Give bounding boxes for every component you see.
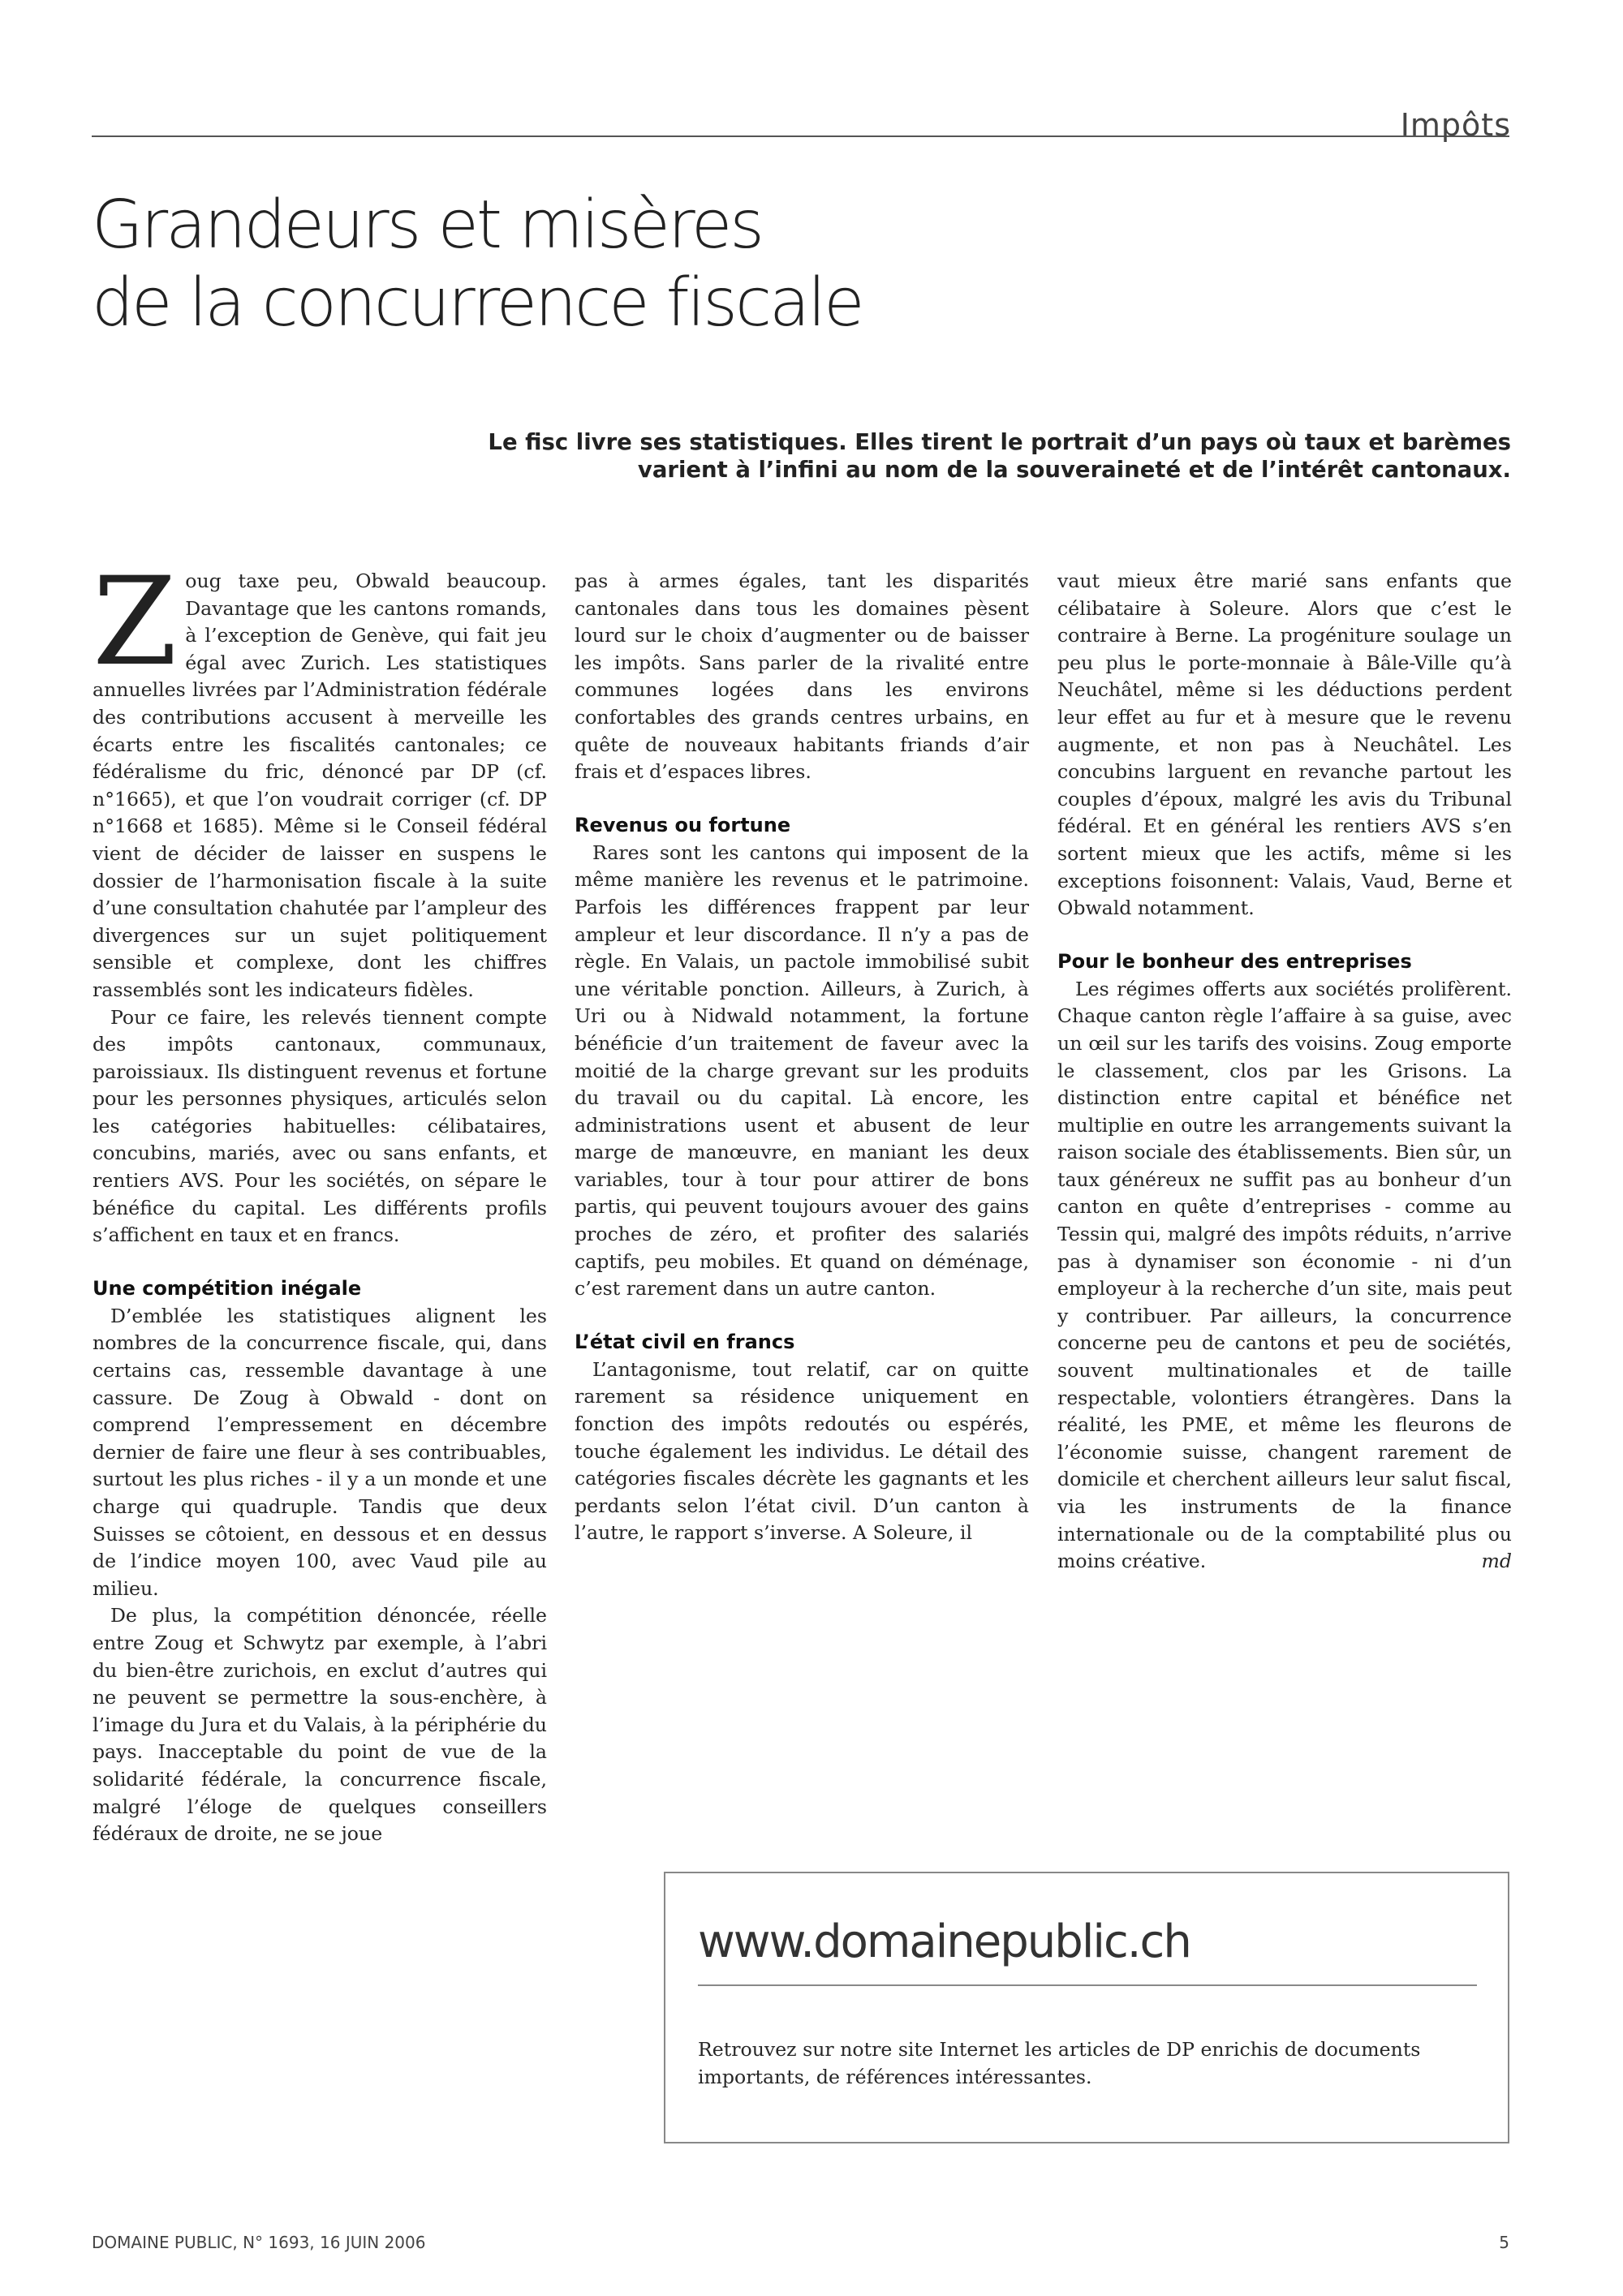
entreprises-paragraph — [1057, 976, 1512, 1576]
title-line-1: Grandeurs et misères — [92, 187, 763, 264]
article-title — [92, 187, 1512, 342]
article-column-1 — [93, 552, 547, 1848]
article-column-3 — [1057, 568, 1512, 1576]
website-promo-text: Retrouvez sur notre site Internet les articles de DP enrichis de documents importants, de références intéressantes. — [698, 2038, 1421, 2088]
lead-line-1: Le fisc livre ses statistiques. Elles tirent le portrait d’un pays où taux et barèmes — [488, 429, 1511, 455]
entreprises-paragraph-text: Les régimes offerts aux sociétés prolifèrent. Chaque canton règle l’affaire à sa guise, avec un œil sur les tarifs des voisins. Zoug emporte le classement, clos par les Grisons. La distinction entre capital et bénéfice net multiplie en outre les arrangements suivant la raison sociale des établissements. Bien sûr, un taux généreux ne suffit pas au bonheur d’un canton en quête d’entreprises - comme au Tessin qui, malgré des impôts réduits, n’arrive pas à dynamiser son économie - ni d’un employeur à la recherche d’un site, mais peut y contribuer. Par ailleurs, la concurrence concerne peu de cantons et peu de sociétés, souvent multinationales et de taille respectable, volontiers étrangères. Dans la réalité, les PME, et même les fleurons de l’économie suisse, changent rarement de domicile et cherchent ailleurs leur salut fiscal, via les instruments de la finance internationale ou de la comptabilité plus ou moins créative. — [1057, 977, 1512, 1573]
competition-paragraph-1: D’emblée les statistiques alignent les nombres de la concurrence fiscale, qui, dans certains cas, ressemble davantage à une cassure. De Zoug à Obwald - dont on comprend l’empressement en décembre dernier de faire une fleur à ses contribuables, surtout les plus riches - il y a un monde et une charge qui quadruple. Tandis que deux Suisses se côtoient, en dessous et en dessus de l’indice moyen 100, avec Vaud pile au milieu. — [93, 1304, 547, 1600]
revenus-paragraph: Rares sont les cantons qui imposent de la même manière les revenus et le patrimoine. Parfois les différences frappent par leur ampleur et leur discordance. Il n’y a pas de règle. En Valais, un pactole immobilisé subit une véritable ponction. Ailleurs, à Zurich, à Uri ou à Nidwald notamment, la fortune bénéficie d’un traitement de faveur avec la moitié de la charge grevant sur les produits du travail ou du capital. Là encore, les administrations usent et abusent de leur marge de manœuvre, en maniant les deux variables, tour à tour pour attirer de bons partis, qui peuvent toujours avouer des gains proches de zéro, et profiter des salariés captifs, peu mobiles. Et quand on déménage, c’est rarement dans un autre canton. — [575, 841, 1029, 1301]
title-line-2: de la concurrence fiscale — [92, 264, 863, 342]
header-rule — [92, 135, 1509, 137]
competition-paragraph-3: pas à armes égales, tant les disparités cantonales dans tous les domaines pèsent lourd sur le choix d’augmenter ou de baisser les impôts. Sans parler de la rivalité entre communes logées dans les environs confortables des grands centres urbains, en quête de nouveaux habitants friands d’air frais et d’espaces libres. — [575, 570, 1029, 784]
intro-paragraph-1 — [93, 552, 547, 1004]
drop-cap: Z — [93, 552, 178, 693]
website-box-divider — [698, 1984, 1477, 1986]
competition-paragraph-2: De plus, la compétition dénoncée, réelle entre Zoug et Schwytz par exemple, à l’abri du bien-être zurichois, en exclut d’autres qui ne peuvent se permettre la sous-enchère, à l’image du Jura et du Valais, à la périphérie du pays. Inacceptable du point de vue de la solidarité fédérale, la concurrence fiscale, malgré l’éloge de quelques conseillers fédéraux de droite, ne se joue — [93, 1604, 547, 1846]
website-link[interactable]: www.domainepublic.ch — [698, 1915, 1190, 1968]
lead-line-2: varient à l’infini au nom de la souveraineté et de l’intérêt cantonaux. — [637, 457, 1511, 483]
intro-paragraph-1-text: oug taxe peu, Obwald beaucoup. Davantage que les cantons romands, à l’exception de Genève, qui fait jeu égal avec Zurich. Les statistiques annuelles livrées par l’Administration fédérale des contributions accusent à merveille les écarts entre les fiscalités cantonales; ce fédéralisme du fric, dénoncé par DP (cf. n°1665), et que l’on voudrait corriger (cf. DP n°1668 et 1685). Même si le Conseil fédéral vient de décider de laisser en suspens le dossier de l’harmonisation fiscale à la suite d’une consultation chahutée par l’ampleur des divergences sur un sujet politiquement sensible et complexe, dont les chiffres rassemblés sont les indicateurs fidèles. — [93, 570, 547, 1001]
etat-civil-paragraph-2: vaut mieux être marié sans enfants que célibataire à Soleure. Alors que c’est le contraire à Berne. La progéniture soulage un peu plus le porte-monnaie à Bâle-Ville qu’à Neuchâtel, même si les déductions perdent leur effet au fur et à mesure que le revenu augmente, et non pas à Neuchâtel. Les concubins larguent en revanche partout les couples d’époux, malgré les avis du Tribunal fédéral. Et en général les rentiers AVS s’en sortent mieux que les actifs, même si les exceptions foisonnent: Valais, Vaud, Berne et Obwald notamment. — [1057, 570, 1512, 920]
page-number: 5 — [1499, 2233, 1509, 2252]
subheading-entreprises: Pour le bonheur des entreprises — [1057, 949, 1412, 973]
intro-paragraph-2: Pour ce faire, les relevés tiennent compte des impôts cantonaux, communaux, paroissiaux. Ils distinguent revenus et fortune pour les personnes physiques, articulés selon les catégories habituelles: célibataires, concubins, mariés, avec ou sans enfants, et rentiers AVS. Pour les sociétés, on sépare le bénéfice du capital. Les différents profils s’affichent en taux et en francs. — [93, 1005, 547, 1247]
section-label: Impôts — [1400, 107, 1511, 143]
website-promo-box — [664, 1872, 1509, 2143]
footer-publication: DOMAINE PUBLIC, N° 1693, 16 JUIN 2006 — [92, 2233, 426, 2252]
subheading-etat-civil: L’état civil en francs — [575, 1330, 795, 1353]
article-column-2 — [575, 568, 1029, 1547]
etat-civil-paragraph-1: L’antagonisme, tout relatif, car on quitte rarement sa résidence uniquement en fonction des impôts redoutés ou espérés, touche également les individus. Le détail des catégories fiscales décrète les gagnants et les perdants selon l’état civil. D’un canton à l’autre, le rapport s’inverse. A Soleure, il — [575, 1357, 1029, 1545]
article-lead — [359, 428, 1511, 484]
author-signature: md — [1481, 1550, 1512, 1573]
subheading-competition: Une compétition inégale — [93, 1276, 362, 1300]
subheading-revenus: Revenus ou fortune — [575, 813, 791, 836]
